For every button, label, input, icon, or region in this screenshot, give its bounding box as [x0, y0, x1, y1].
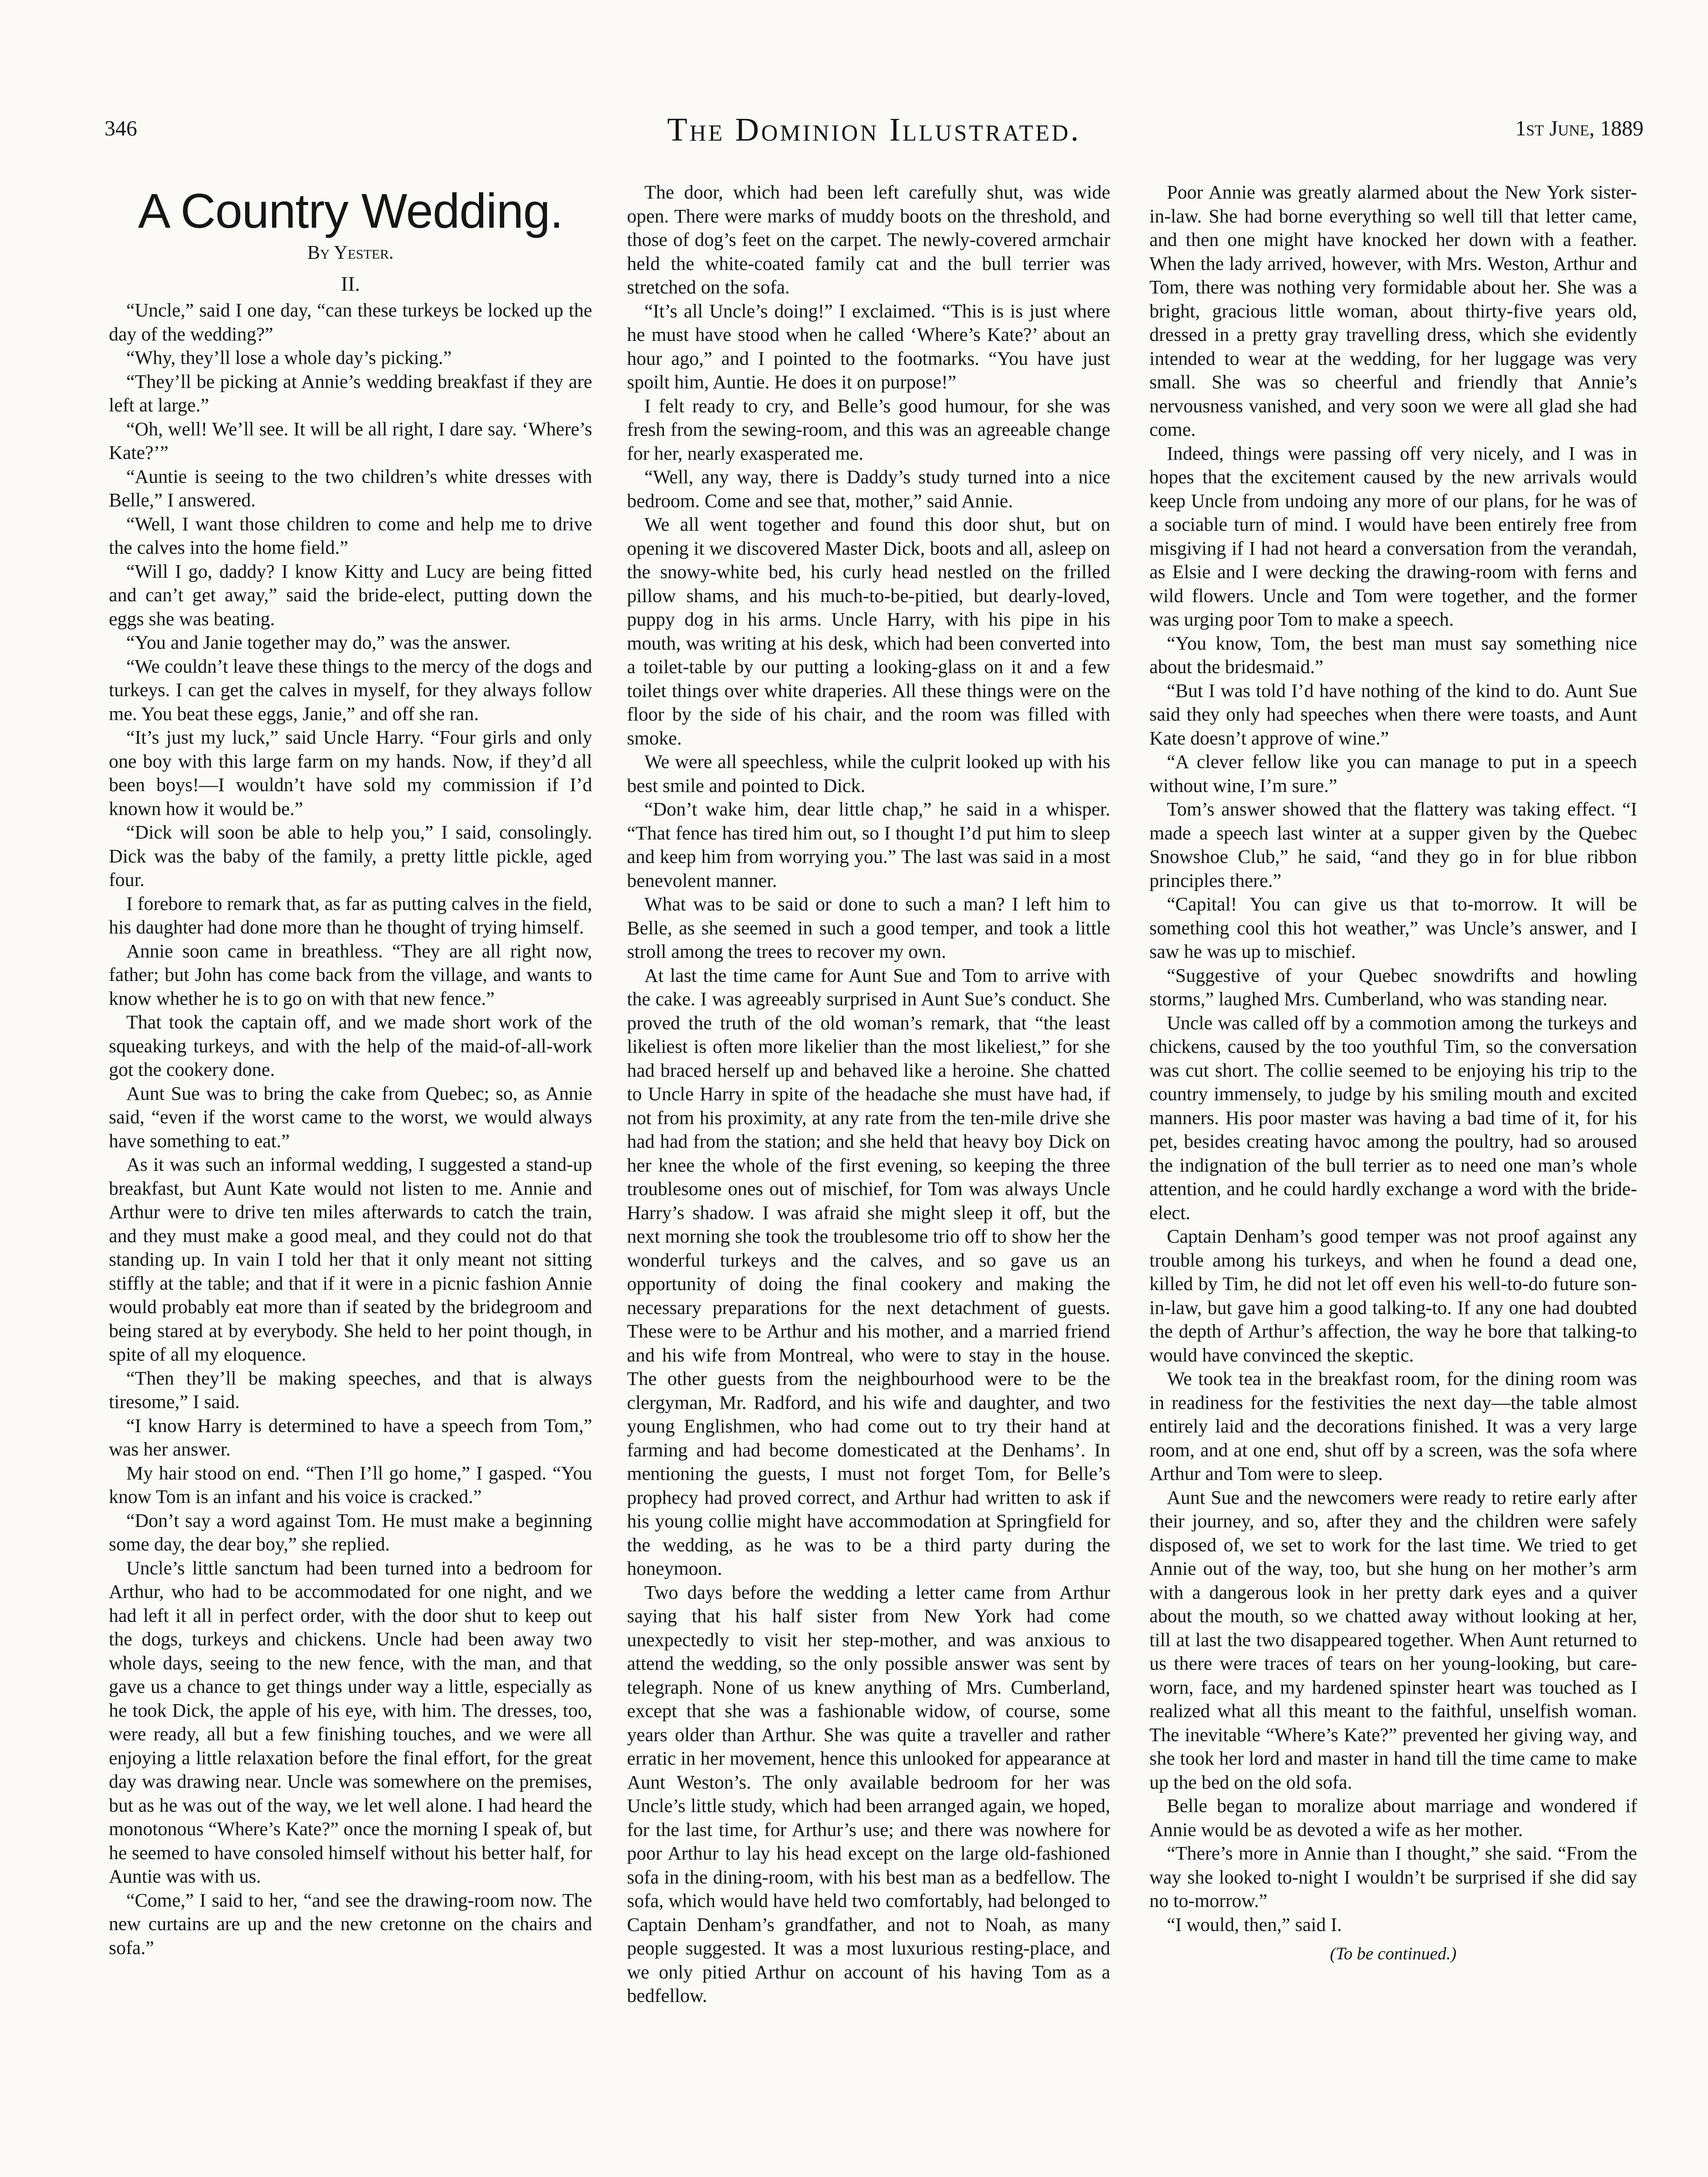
paragraph: “We couldn’t leave these things to the mercy of the dogs and turkeys. I can get the calves in myself, for they always follow me. You beat these eggs, Janie,” and off she ran.: [109, 655, 592, 725]
paragraph: Belle began to moralize about marriage and wondered if Annie would be as devoted a wife as her mother.: [1149, 1795, 1637, 1840]
paragraph: Tom’s answer showed that the flattery was taking effect. “I made a speech last winter at a supper given by the Quebec Snowshoe Club,” he said, “and they go in for blue ribbon principles there.”: [1149, 799, 1637, 891]
paragraph: “Capital! You can give us that to-morrow. It will be something cool this hot weather,” was Uncle’s answer, and I saw he was up to mischief.: [1149, 893, 1637, 962]
paragraph: What was to be said or done to such a man? I left him to Belle, as she seemed in such a good temper, and took a little stroll among the trees to recover my own.: [627, 893, 1110, 962]
paragraph: “Come,” I said to her, “and see the drawing-room now. The new curtains are up and the new cretonne on the chairs and sofa.”: [109, 1889, 592, 1958]
paragraph: “Auntie is seeing to the two children’s white dresses with Belle,” I answered.: [109, 465, 592, 511]
paragraph: I felt ready to cry, and Belle’s good humour, for she was fresh from the sewing-room, and this was an agreeable change for her, nearly exasperated me.: [627, 395, 1110, 464]
paragraph: “There’s more in Annie than I thought,” she said. “From the way she looked to-night I wouldn’t be surprised if she did say no to-morrow.”: [1149, 1843, 1637, 1911]
paragraph: We were all speechless, while the culprit looked up with his best smile and pointed to Dick.: [627, 751, 1110, 796]
paragraph: Aunt Sue was to bring the cake from Quebec; so, as Annie said, “even if the worst came to the worst, we would always have something to eat.”: [109, 1082, 592, 1152]
paragraph: “It’s just my luck,” said Uncle Harry. “Four girls and only one boy with this large farm on my hands. Now, if they’d all been boys!—I wouldn’t have sold my commission if I’d known how it would be.”: [109, 727, 592, 819]
paragraph: Aunt Sue and the newcomers were ready to retire early after their journey, and so, after they and the children were safely disposed of, we set to work for the last time. We tried to get Annie out of the way, too, but she hung on her mother’s arm with a dangerous look in her pretty dark eyes and a quiver about the mouth, so we chatted away without looking at her, till at last the two disappeared together. When Aunt returned to us there were traces of tears on her young-looking, but care-worn, face, and my hardened spinster heart was touched as I realized what all this meant to the faithful, unselfish woman. The inevitable “Where’s Kate?” prevented her giving way, and she took her lord and master in hand till the time came to make up the bed on the old sofa.: [1149, 1486, 1637, 1793]
paragraph: “Well, I want those children to come and help me to drive the calves into the home field.”: [109, 513, 592, 558]
paragraph: At last the time came for Aunt Sue and Tom to arrive with the cake. I was agreeably surprised in Aunt Sue’s conduct. She proved the truth of the old woman’s remark, that “the least likeliest is often more likelier than the most likeliest,” for she had braced herself up and behaved like a heroine. She chatted to Uncle Harry in spite of the headache she must have had, if not from his proximity, at any rate from the ten-mile drive she had had from the station; and she held that heavy boy Dick on her knee the whole of the first evening, so keeping the three troublesome ones out of mischief, for Tom was always Uncle Harry’s shadow. I was afraid she might sleep it off, but the next morning she took the troublesome trio off to show her the wonderful turkeys and the calves, and so gave us an opportunity of doing the final cookery and making the necessary preparations for the next detachment of guests. These were to be Arthur and his mother, and a married friend and his wife from Montreal, who were to stay in the house. The other guests from the neighbourhood were to be the clergyman, Mr. Radford, and his wife and daughter, and two young Englishmen, who had come out to try their hand at farming and had become domesticated at the Denhams’. In mentioning the guests, I must not forget Tom, for Belle’s prophecy had proved correct, and Arthur had written to ask if his young collie might have accommodation at Springfield for the wedding, as he was to be a third party during the honeymoon.: [627, 964, 1110, 1579]
issue-date: 1st June, 1889: [1515, 116, 1644, 140]
paragraph: “I know Harry is determined to have a speech from Tom,” was her answer.: [109, 1415, 592, 1460]
paragraph: “You and Janie together may do,” was the answer.: [126, 632, 511, 653]
paragraph: “Suggestive of your Quebec snowdrifts and howling storms,” laughed Mrs. Cumberland, who was standing near.: [1149, 964, 1637, 1010]
paragraph: Annie soon came in breathless. “They are all right now, father; but John has come back from the village, and wants to know whether he is to go on with that new fence.”: [109, 940, 592, 1009]
paragraph: Indeed, things were passing off very nicely, and I was in hopes that the excitement caused by the new arrivals would keep Uncle from undoing any more of our plans, for he was of a sociable turn of mind. I would have been entirely free from misgiving if I had not heard a conversation from the verandah, as Elsie and I were decking the drawing-room with ferns and wild flowers. Uncle and Tom were together, and the former was urging poor Tom to make a speech.: [1149, 442, 1637, 630]
paragraph: My hair stood on end. “Then I’ll go home,” I gasped. “You know Tom is an infant and his voice is cracked.”: [109, 1462, 592, 1507]
section-number: II.: [341, 272, 360, 296]
page-header: [104, 111, 1644, 150]
paragraph: “Will I go, daddy? I know Kitty and Lucy are being fitted and can’t get away,” said the bride-elect, putting down the eggs she was beating.: [109, 560, 592, 630]
paragraph: “Why, they’ll lose a whole day’s picking.”: [126, 347, 452, 368]
paragraph: As it was such an informal wedding, I suggested a stand-up breakfast, but Aunt Kate would not listen to me. Annie and Arthur were to drive ten miles afterwards to catch the train, and they must make a good meal, and they could not do that standing up. In vain I told her that it only meant not sitting stiffly at the table; and that if it were in a picnic fashion Annie would probably eat more than if seated by the bridegroom and being stared at by everybody. She held to her point though, in spite of all my eloquence.: [109, 1154, 592, 1365]
paragraph: Captain Denham’s good temper was not proof against any trouble among his turkeys, and when he found a dead one, killed by Tim, he did not let off even his well-to-do future son-in-law, but gave him a good talking-to. If any one had doubted the depth of Arthur’s affection, the way he bore that talking-to would have convinced the skeptic.: [1149, 1226, 1637, 1366]
paragraph: “Uncle,” said I one day, “can these turkeys be locked up the day of the wedding?”: [109, 300, 592, 345]
continued-note: (To be continued.): [1330, 1944, 1457, 1963]
paragraph: Poor Annie was greatly alarmed about the New York sister-in-law. She had borne everything so well till that letter came, and then one might have knocked her down with a feather. When the lady arrived, however, with Mrs. Weston, Arthur and Tom, there was nothing very formidable about her. She was a bright, gracious little woman, about thirty-five years old, dressed in a pretty gray travelling dress, which she evidently intended to wear at the wedding, for her luggage was very small. She was so cheerful and friendly that Annie’s nervousness vanished, and very soon we were all glad she had come.: [1149, 182, 1637, 440]
paragraph: The door, which had been left carefully shut, was wide open. There were marks of muddy boots on the threshold, and those of dog’s feet on the carpet. The newly-covered armchair held the white-coated family cat and the bull terrier was stretched on the sofa.: [627, 182, 1110, 298]
article-title: A Country Wedding.: [138, 184, 563, 238]
paragraph: Uncle was called off by a commotion among the turkeys and chickens, caused by the too youthful Tim, so the conversation was cut short. The collie seemed to be enjoying his trip to the country immensely, to judge by his smiling mouth and excited manners. His poor master was having a bad time of it, for his pet, besides creating havoc among the poultry, had so aroused the indignation of the bull terrier as to need one man’s whole attention, and he could hardly exchange a word with the bride-elect.: [1149, 1012, 1637, 1223]
paragraph: That took the captain off, and we made short work of the squeaking turkeys, and with the help of the maid-of-all-work got the cookery done.: [109, 1011, 592, 1080]
paragraph: Uncle’s little sanctum had been turned into a bedroom for Arthur, who had to be accommodated for one night, and we had left it all in perfect order, with the door shut to keep out the dogs, turkeys and chickens. Uncle had been away two whole days, seeing to the new fence, with the man, and that gave us a chance to get things under way a little, especially as he took Dick, the apple of his eye, with him. The dresses, too, were ready, all but a few finishing touches, and we were all enjoying a little relaxation before the final effort, for the great day was drawing near. Uncle was somewhere on the premises, but as he was out of the way, we let well alone. I had heard the monotonous “Where’s Kate?” once the morning I speak of, but he seemed to have consoled himself without his better half, for Auntie was with us.: [109, 1557, 592, 1887]
paragraph: “I would, then,” said I.: [1167, 1914, 1342, 1935]
masthead: The Dominion Illustrated.: [667, 111, 1081, 148]
page-number: 346: [104, 116, 137, 140]
paragraph: “But I was told I’d have nothing of the kind to do. Aunt Sue said they only had speeches when there were toasts, and Aunt Kate doesn’t approve of wine.”: [1149, 680, 1637, 749]
paragraph: Two days before the wedding a letter came from Arthur saying that his half sister from New York had come unexpectedly to visit her step-mother, and was anxious to attend the wedding, so the only possible answer was sent by telegraph. None of us knew anything of Mrs. Cumberland, except that she was a fashionable widow, of course, some years older than Arthur. She was quite a traveller and rather erratic in her movement, hence this unlooked for appearance at Aunt Weston’s. The only available bedroom for her was Uncle’s little study, which had been arranged again, we hoped, for the last time, for Arthur’s use; and there was nowhere for poor Arthur to lay his head except on the large old-fashioned sofa in the dining-room, with his best man as a bedfellow. The sofa, which would have held two comfortably, had belonged to Captain Denham’s grandfather, and not to Noah, as many people suggested. It was a most luxurious resting-place, and we only pitied Arthur on account of his having Tom as a bedfellow.: [627, 1581, 1110, 2006]
byline: By Yester.: [307, 242, 394, 263]
paragraph: We took tea in the breakfast room, for the dining room was in readiness for the festivities the next day—the table almost entirely laid and the decorations finished. It was a very large room, and at one end, shut off by a screen, was the sofa where Arthur and Tom were to sleep.: [1149, 1368, 1637, 1484]
paragraph: I forebore to remark that, as far as putting calves in the field, his daughter had done more than he thought of trying himself.: [109, 893, 592, 938]
column-3: [1149, 181, 1637, 1966]
paragraph: “Dick will soon be able to help you,” I said, consolingly. Dick was the baby of the family, a pretty little pickle, aged four.: [109, 822, 592, 890]
paragraph: “You know, Tom, the best man must say something nice about the bridesmaid.”: [1149, 632, 1637, 677]
paragraph: “A clever fellow like you can manage to put in a speech without wine, I’m sure.”: [1149, 751, 1637, 796]
paragraph: “Don’t wake him, dear little chap,” he said in a whisper. “That fence has tired him out, so I thought I’d put him to sleep and keep him from worrying you.” The last was said in a most benevolent manner.: [627, 799, 1110, 891]
paragraph: We all went together and found this door shut, but on opening it we discovered Master Dick, boots and all, asleep on the snowy-white bed, his curly head nestled on the frilled pillow shams, and his much-to-be-pitied, but dearly-loved, puppy dog in his arms. Uncle Harry, with his pipe in his mouth, was writing at his desk, which had been converted into a toilet-table by our putting a looking-glass on it and a few toilet things over white draperies. All these things were on the floor by the side of his chair, and the room was filled with smoke.: [627, 514, 1110, 749]
paragraph: “Oh, well! We’ll see. It will be all right, I dare say. ‘Where’s Kate?’”: [109, 418, 592, 463]
paragraph: “Then they’ll be making speeches, and that is always tiresome,” I said.: [109, 1367, 592, 1412]
paragraph: “It’s all Uncle’s doing!” I exclaimed. “This is is just where he must have stood when he called ‘Where’s Kate?’ about an hour ago,” and I pointed to the footmarks. “You have just spoilt him, Auntie. He does it on purpose!”: [627, 300, 1110, 393]
column-2: [627, 181, 1110, 2008]
paragraph: “They’ll be picking at Annie’s wedding breakfast if they are left at large.”: [109, 371, 592, 416]
paragraph: “Don’t say a word against Tom. He must make a beginning some day, the dear boy,” she replied.: [109, 1510, 592, 1555]
column-1: [109, 181, 592, 1960]
paragraph: “Well, any way, there is Daddy’s study turned into a nice bedroom. Come and see that, mother,” said Annie.: [627, 466, 1110, 512]
